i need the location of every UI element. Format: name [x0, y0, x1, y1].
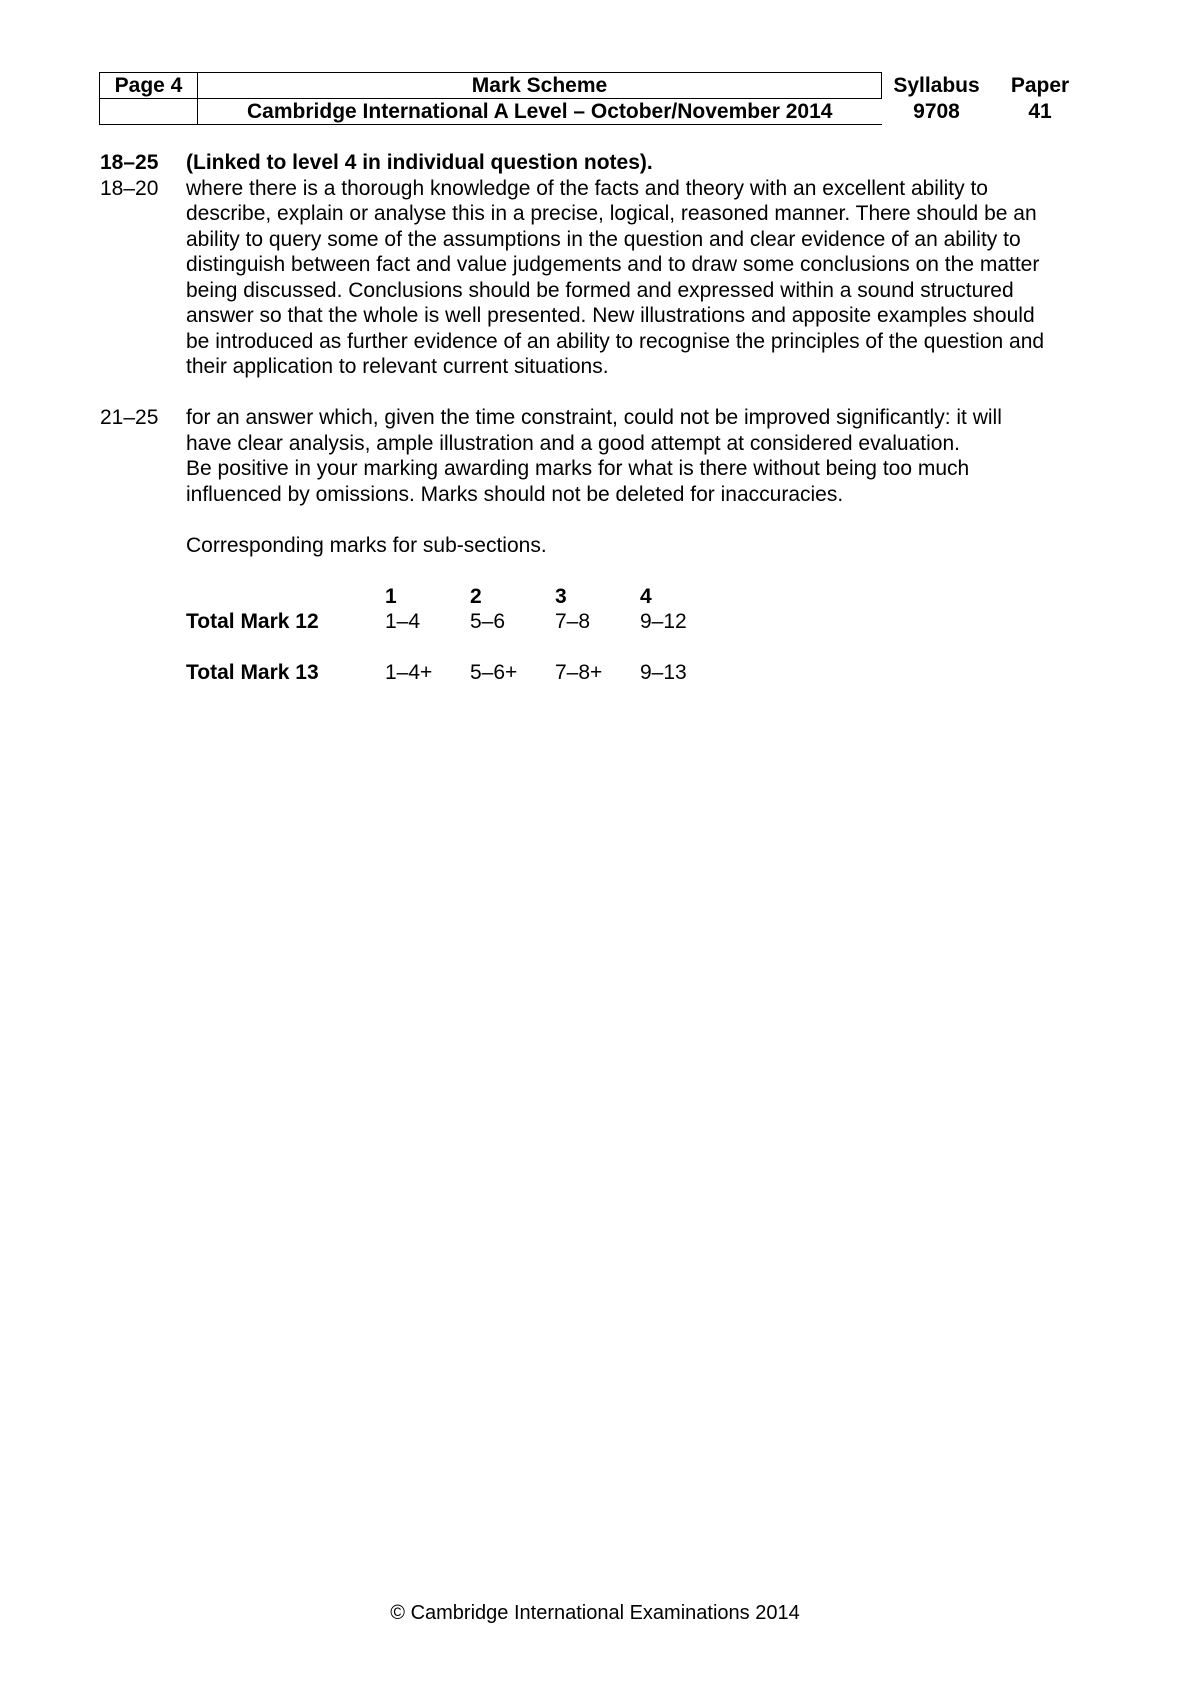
band-description — [186, 405, 1101, 507]
table-cell: 7–8 — [555, 610, 591, 633]
column-header: 4 — [640, 584, 652, 608]
header-row-2 — [100, 99, 1089, 125]
band-21-25 — [100, 405, 1100, 507]
table-cell: 1–4+ — [385, 661, 433, 684]
subsection-intro: Corresponding marks for sub-sections. — [186, 533, 547, 557]
text-line: influenced by omissions. Marks should not be deleted for inaccuracies. — [186, 482, 844, 506]
text-line: describe, explain or analyse this in a precise, logical, reasoned manner. There should be an — [186, 202, 1037, 225]
band-description — [186, 176, 1101, 380]
row-label: Total Mark 12 — [186, 610, 319, 633]
text-line: Be positive in your marking awarding marks for what is there without being too much — [186, 457, 970, 480]
spacer — [100, 380, 1100, 406]
band-range: 21–25 — [100, 406, 159, 429]
table-cell: 9–12 — [640, 610, 687, 633]
band-18-20 — [100, 176, 1100, 380]
subsection-marks-table — [186, 584, 725, 686]
document-subtitle: Cambridge International A Level – October/November 2014 — [198, 99, 882, 125]
text-line: being discussed. Conclusions should be formed and expressed within a sound structured — [186, 278, 1014, 302]
row-label: Total Mark 13 — [186, 661, 319, 684]
text-line: have clear analysis, ample illustration and a good attempt at considered evaluation. — [186, 431, 960, 455]
copyright-footer: © Cambridge International Examinations 2014 — [390, 1602, 800, 1624]
text-line: be introduced as further evidence of an ability to recognise the principles of the question and — [186, 329, 1045, 353]
table-cell: 5–6+ — [470, 661, 518, 684]
table-spacer-row — [186, 635, 725, 661]
syllabus-label: Syllabus — [893, 74, 980, 97]
subsection-intro-row — [100, 533, 1100, 559]
level-heading-row — [100, 150, 1100, 176]
table-row — [186, 660, 725, 686]
text-line: for an answer which, given the time constraint, could not be improved significantly: it will — [186, 406, 1002, 429]
table-cell: 1–4 — [385, 610, 421, 633]
level-range: 18–25 — [100, 151, 159, 174]
document-title: Mark Scheme — [198, 73, 882, 99]
spacer — [100, 558, 1100, 584]
table-cell: 5–6 — [470, 610, 506, 633]
text-line: where there is a thorough knowledge of the facts and theory with an excellent ability to — [186, 176, 988, 200]
table-cell: 7–8+ — [555, 661, 603, 684]
table-row — [186, 609, 725, 635]
band-range: 18–20 — [100, 176, 159, 200]
level-heading: (Linked to level 4 in individual question notes). — [186, 151, 653, 174]
table-cell: 9–13 — [640, 661, 687, 684]
syllabus-value: 9708 — [913, 100, 960, 123]
header-empty-cell — [100, 99, 198, 125]
spacer — [100, 507, 1100, 533]
marks-header-row — [186, 584, 725, 610]
page-number: Page 4 — [100, 73, 198, 99]
mark-scheme-content — [100, 150, 1100, 686]
paper-label: Paper — [1010, 74, 1070, 97]
text-line: answer so that the whole is well presented. New illustrations and apposite examples should — [186, 304, 1035, 327]
header-row-1 — [100, 73, 1089, 99]
column-header: 1 — [385, 584, 397, 608]
text-line: ability to query some of the assumptions in the question and clear evidence of an ability to — [186, 227, 1021, 251]
column-header: 2 — [470, 584, 482, 608]
text-line: their application to relevant current situations. — [186, 355, 609, 378]
header-table — [99, 72, 1089, 125]
column-header: 3 — [555, 584, 567, 608]
text-line: distinguish between fact and value judgements and to draw some conclusions on the matter — [186, 253, 1040, 276]
paper-value: 41 — [1028, 100, 1052, 123]
